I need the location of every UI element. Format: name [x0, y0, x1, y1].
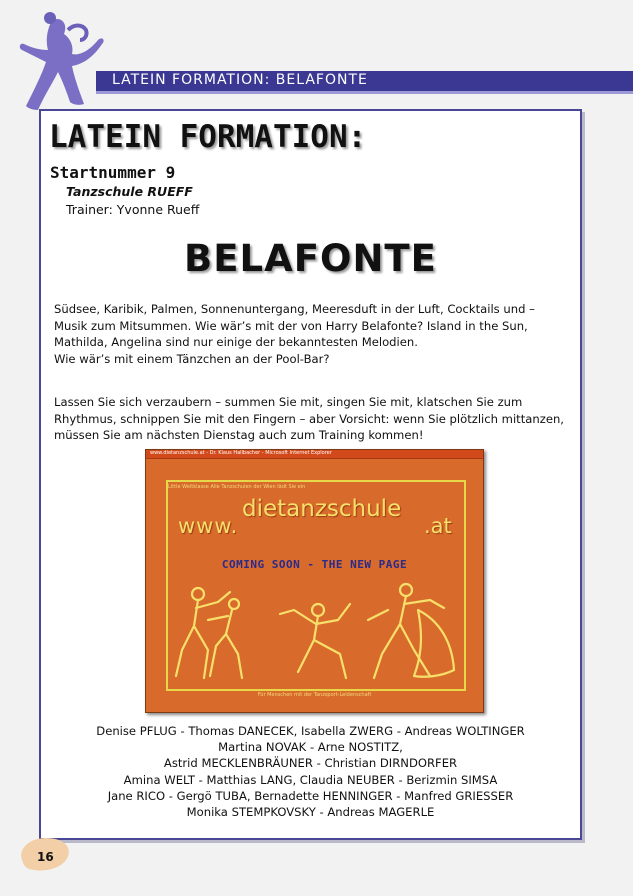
paragraph-invite: [54, 394, 574, 444]
paragraph-intro: [54, 301, 574, 367]
school-name: Tanzschule RUEFF: [66, 184, 193, 199]
dancer-line: Amina WELT - Matthias LANG, Claudia NEUBER - Berizmin SIMSA: [123, 772, 498, 787]
paragraph-line: müssen Sie am nächsten Dienstag auch zum Training kommen!: [54, 428, 424, 442]
site-url-www: www.: [178, 514, 239, 538]
browser-title: www.dietanzschule.at - Dr. Klaus Hallbacher - Microsoft Internet Explorer: [150, 450, 332, 456]
paragraph-line: Lassen Sie sich verzaubern – summen Sie mit, singen Sie mit, klatschen Sie zum: [54, 395, 523, 409]
browser-title-bar: [146, 450, 483, 459]
site-top-note: Little Weltklasse Alle Tanzschulen der Wien lädt Sie ein: [168, 484, 306, 490]
dancer-list: [41, 723, 580, 820]
dancer-line: Astrid MECKLENBRÄUNER - Christian DIRNDORFER: [163, 756, 458, 771]
dancer-line: Martina NOVAK - Arne NOSTITZ,: [218, 740, 403, 755]
start-number: Startnummer 9: [50, 163, 176, 182]
dancing-couple-logo-icon: [8, 10, 118, 120]
paragraph-line: Wie wär’s mit einem Tänzchen an der Pool-Bar?: [54, 351, 330, 366]
paragraph-line: Musik zum Mitsummen. Wie wär’s mit der von Harry Belafonte? Island in the Sun,: [54, 318, 528, 333]
paragraph-line: Südsee, Karibik, Palmen, Sonnenuntergang, Meeresduft in der Luft, Cocktails und –: [54, 302, 535, 316]
website-screenshot: [145, 449, 484, 713]
paragraph-line: Rhythmus, schnippen Sie mit den Fingern – aber Vorsicht: wenn Sie plötzlich mittanzen,: [54, 411, 564, 426]
coming-soon-text: COMING SOON - THE NEW PAGE: [221, 558, 408, 571]
header-title: LATEIN FORMATION: BELAFONTE: [112, 72, 368, 88]
paragraph-line: Mathilda, Angelina sind nur einige der bekanntesten Melodien.: [54, 335, 418, 349]
main-heading: LATEIN FORMATION:: [49, 119, 367, 155]
dancer-line: Monika STEMPKOVSKY - Andreas MAGERLE: [186, 805, 435, 820]
neon-dancers-icon: [168, 580, 462, 684]
page-number: 16: [37, 850, 54, 864]
site-bottom-note: Für Menschen mit der Tanzsport-Leidenschaft: [257, 692, 372, 698]
trainer-line: Trainer: Yvonne Rueff: [66, 202, 200, 217]
content-frame: [39, 109, 582, 840]
site-url-tld: .at: [424, 514, 452, 538]
dancer-line: Denise PFLUG - Thomas DANECEK, Isabella ZWERG - Andreas WOLTINGER: [96, 724, 525, 738]
dancer-line: Jane RICO - Gergö TUBA, Bernadette HENNINGER - Manfred GRIESSER: [107, 788, 514, 803]
header-bar: [96, 71, 633, 94]
site-url-name: dietanzschule: [242, 496, 402, 522]
formation-title: BELAFONTE: [184, 237, 437, 280]
